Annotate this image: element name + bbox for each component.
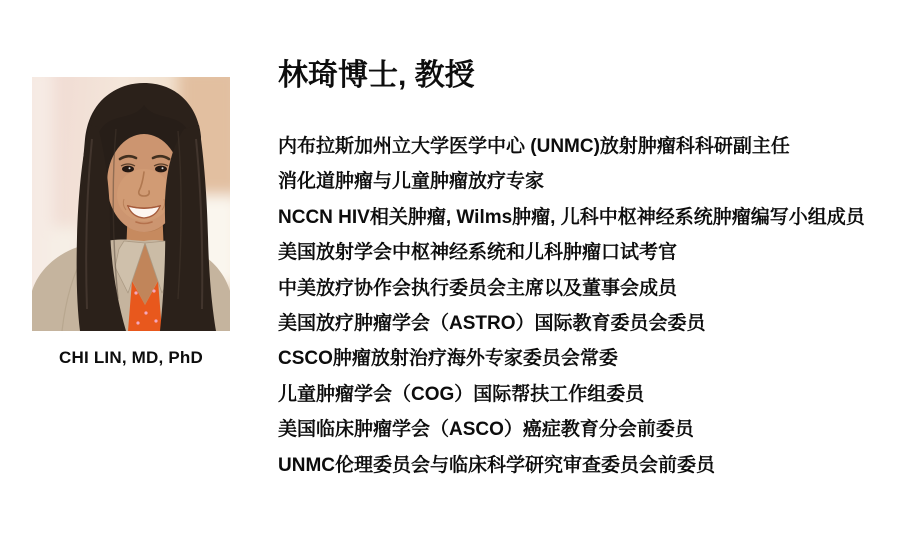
- credential-item: 美国放疗肿瘤学会（ASTRO）国际教育委员会委员: [278, 312, 706, 334]
- credential-item: 消化道肿瘤与儿童肿瘤放疗专家: [278, 171, 545, 193]
- credential-item: 美国临床肿瘤学会（ASCO）癌症教育分会前委员: [278, 419, 694, 441]
- credential-item: 儿童肿瘤学会（COG）国际帮扶工作组委员: [278, 383, 645, 405]
- credential-item: CSCO肿瘤放射治疗海外专家委员会常委: [278, 348, 618, 370]
- profile-photo: [32, 77, 230, 331]
- credential-item: 内布拉斯加州立大学医学中心 (UNMC)放射肿瘤科科研副主任: [278, 136, 790, 157]
- credentials-list: [278, 129, 907, 483]
- portrait-illustration: [32, 77, 230, 331]
- credential-item: 美国放射学会中枢神经系统和儿科肿瘤口试考官: [278, 242, 678, 264]
- photo-caption: CHI LIN, MD, PhD: [59, 348, 203, 367]
- credential-item: NCCN HIV相关肿瘤, Wilms肿瘤, 儿科中枢神经系统肿瘤编写小组成员: [278, 206, 865, 228]
- page-title: 林琦博士, 教授: [278, 59, 475, 92]
- credential-item: UNMC伦理委员会与临床科学研究审查委员会前委员: [278, 454, 715, 476]
- credential-item: 中美放疗协作会执行委员会主席以及董事会成员: [278, 277, 678, 299]
